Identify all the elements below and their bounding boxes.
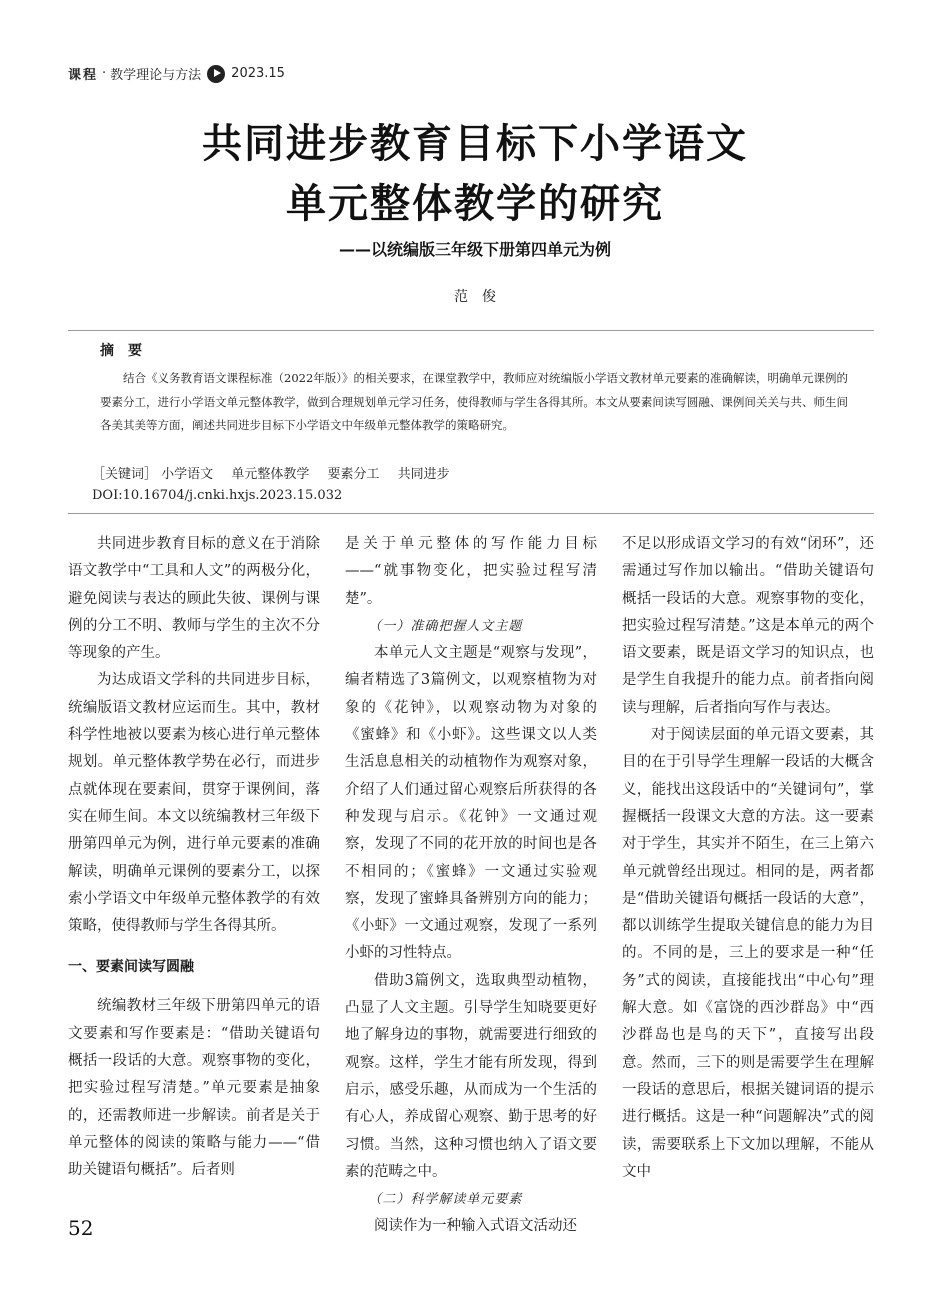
paragraph: 对于阅读层面的单元语文要素，其目的在于引导学生理解一段话的大概含义，能找出这段话中的“关键词句”，掌握概括一段课文大意的方法。这一要素对于学生，其实并不陌生，在三上第六单元就曾经出现过。相同的是，两者都是“借助关键语句概括一段话的大意”，都以训练学生提取关键信息的能力为目的。不同的是，三上的要求是一种“任务”式的阅读，直接能找出“中心句”理解大意。如《富饶的西沙群岛》中“西沙群岛也是鸟的天下”，直接写出段意。然而，三下的则是需要学生在理解一段话的意思后，根据关键词语的提示进行概括。这是一种“问题解决”式的阅读，需要联系上下文加以理解，不能从文中 [622, 727, 874, 1180]
author-name: 范俊 [454, 289, 510, 305]
body-column-3 [622, 531, 874, 1186]
page-number: 52 [68, 1216, 94, 1240]
abstract-body: 结合《义务教育语文课程标准（2022年版）》的相关要求，在课堂教学中，教师应对统编版小学语文教材单元要素的准确解读，明确单元课例的要素分工，进行小学语文单元整体教学，做到合理规划单元学习任务，使得教师与学生各得其所。本文从要素间读写圆融、课例间关关与共、师生间各美其美等方面，阐述共同进步目标下小学语文中年级单元整体教学的策略研究。 [100, 371, 849, 432]
keyword: 单元整体教学 [231, 467, 310, 482]
running-header [68, 64, 285, 83]
paragraph: 共同进步教育目标的意义在于消除语文教学中“工具和人文”的两极分化，避免阅读与表达的顾此失彼、课例与课例的分工不明、教师与学生的主次不分等现象的产生。 [68, 536, 320, 662]
paragraph: 统编教材三年级下册第四单元的语文要素和写作要素是：“借助关键语句概括一段话的大意。观察事物的变化，把实验过程写清楚。”单元要素是抽象的，还需教师进一步解读。前者是关于单元整体的阅读的策略与能力——“借助关键语句概括”。后者则 [68, 998, 320, 1179]
divider-bottom [68, 513, 874, 514]
journal-name: 课程 [68, 68, 99, 83]
keywords-label: ［关键词］ [92, 467, 158, 482]
subsection-heading: （一）准确把握人文主题 [368, 618, 523, 634]
article-subtitle: ——以统编版三年级下册第四单元为例 [338, 240, 611, 259]
paragraph: 借助3篇例文，选取典型动植物，凸显了人文主题。引导学生知晓要更好地了解身边的事物，就需要进行细致的观察。这样，学生才能有所发现，得到启示，感受乐趣，从而成为一个生活的有心人，养成留心观察、勤于思考的好习惯。当然，这种习惯也纳入了语文要素的范畴之中。 [345, 972, 597, 1180]
keyword: 共同进步 [397, 467, 450, 482]
paragraph: 为达成语文学科的共同进步目标，统编版语文教材应运而生。其中，教材科学性地被以要素为核心进行单元整体规划。单元整体教学势在必行，而进步点就体现在要素间，贯穿于课例间，落实在师生间。本文以统编教材三年级下册第四单元为例，进行单元要素的准确解读，明确单元课例的要素分工，以探索小学语文中年级单元整体教学的有效策略，使得教师与学生各得其所。 [68, 672, 320, 935]
paragraph: 不足以形成语文学习的有效“闭环”，还需通过写作加以输出。“借助关键语句概括一段话的大意。观察事物的变化，把实验过程写清楚。”这是本单元的两个语文要素，既是语文学习的知识点，也是学生自我提升的能力点。前者指向阅读与理解，后者指向写作与表达。 [622, 536, 874, 716]
abstract-heading: 摘要 [100, 343, 156, 359]
keyword: 要素分工 [327, 467, 380, 482]
paragraph: 阅读作为一种输入式语文活动还 [374, 1218, 577, 1235]
article-title-line-1: 共同进步教育目标下小学语文 [202, 120, 748, 167]
paragraph: 是关于单元整体的写作能力目标——“就事物变化，把实验过程写清楚”。 [345, 536, 597, 607]
divider-top [68, 330, 874, 331]
body-column-1 [68, 531, 320, 1185]
keywords [92, 463, 464, 482]
doi: DOI:10.16704/j.cnki.hxjs.2023.15.032 [92, 488, 343, 503]
subsection-heading: （二）科学解读单元要素 [368, 1192, 523, 1208]
article-title-line-2: 单元整体教学的研究 [286, 180, 664, 227]
paragraph: 本单元人文主题是“观察与发现”，编者精选了3篇例文，以观察植物为对象的《花钟》，以观察动物为对象的《蜜蜂》和《小虾》。这些课文以人类生活息息相关的动植物作为观察对象，介绍了人们通过留心观察后所获得的各种发现与启示。《花钟》一文通过观察，发现了不同的花开放的时间也是各不相同的；《蜜蜂》一文通过实验观察，发现了蜜蜂具备辨别方向的能力；《小虾》一文通过观察，发现了一系列小虾的习性特点。 [345, 645, 597, 962]
play-circle-icon [207, 65, 225, 83]
header-separator: · [102, 66, 107, 81]
section-heading: 一、要素间读写圆融 [68, 959, 194, 976]
section-name: 教学理论与方法 [110, 68, 202, 83]
issue-number: 2023.15 [231, 66, 285, 81]
body-column-2 [345, 531, 597, 1241]
keyword: 小学语文 [161, 467, 214, 482]
